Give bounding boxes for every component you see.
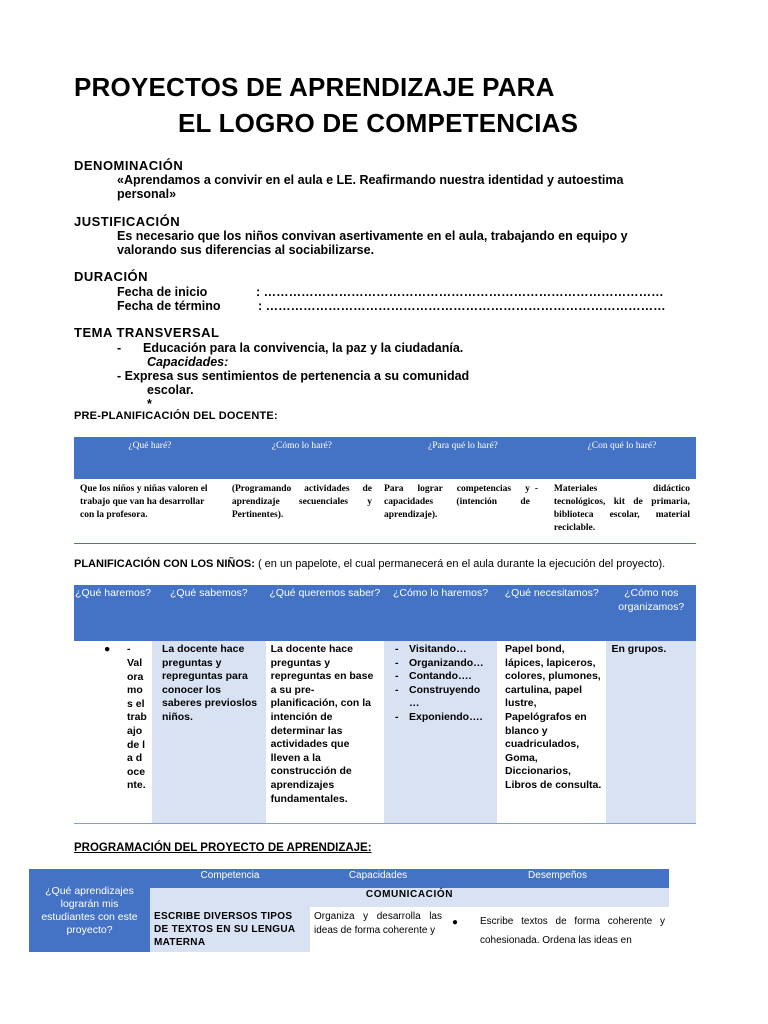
programacion-header-competencia: Competencia	[150, 869, 310, 888]
plan-cell-5: Papel bond, lápices, lapiceros, colores, plumones, cartulina, papel lustre, Papelógrafos en blanco y cuadriculados, Goma, Diccionarios, Libros de consulta.	[497, 641, 606, 823]
preplan-cell-4	[534, 479, 696, 543]
preplan-cell-4-text: Materiales didáctico tecnológicos, kit de primaria, biblioteca escolar, material reciclable.	[553, 484, 690, 533]
tema-star: *	[147, 397, 152, 411]
plan-header-3: ¿Qué queremos saber?	[269, 587, 381, 599]
duracion-label: DURACIÓN	[74, 269, 149, 284]
preplan-header-2: ¿Cómo lo haré?	[271, 441, 332, 451]
justificacion-label: JUSTIFICACIÓN	[74, 214, 181, 229]
preplan-header-1: ¿Qué haré?	[128, 441, 172, 451]
plan-cell-4-item-2: - Organizando…	[389, 657, 492, 671]
plan-cell-4	[384, 641, 497, 823]
plan-cell-6: En grupos.	[606, 641, 696, 823]
tema-label: TEMA TRANSVERSAL	[74, 325, 220, 340]
plan-cell-3: La docente hace preguntas y repreguntas en base a su pre-planificación, con la intención de determinar las actividades que lleven a la construcción de aprendizajes fundamentales.	[266, 641, 384, 823]
justificacion-text: Es necesario que los niños convivan asertivamente en el aula, trabajando en equipo y valorando sus diferencias al sociabilizarse.	[117, 229, 628, 257]
fecha-termino-value: : ……………………………………………………………………………………	[258, 299, 666, 313]
fecha-inicio-value: : ……………………………………………………………………………………	[256, 285, 664, 299]
programacion-table	[29, 869, 669, 952]
plan-header-1: ¿Qué haremos?	[75, 587, 151, 599]
fecha-inicio-label: Fecha de inicio	[117, 285, 208, 299]
plan-header-4: ¿Cómo lo haremos?	[392, 587, 489, 599]
preplan-cell-3: Para lograr competencias y capacidades (intención de aprendizaje).	[378, 479, 548, 543]
programacion-header-capacidades: Capacidades	[310, 869, 446, 888]
programacion-bullet: ●	[452, 917, 459, 928]
programacion-label: PROGRAMACIÓN DEL PROYECTO DE APRENDIZAJE:	[74, 842, 372, 854]
preplan-cell-4-dash: -	[534, 484, 539, 494]
plan-ninos-label-rest: ( en un papelote, el cual permanecerá en el aula durante la ejecución del proyecto).	[254, 558, 666, 570]
plan-cell-1-bullet: ●	[104, 643, 111, 655]
tema-item-2: - Expresa sus sentimientos de pertenencia a su comunidad	[117, 369, 470, 383]
plan-ninos-label-bold: PLANIFICACIÓN CON LOS NIÑOS:	[74, 558, 255, 570]
plan-cell-2: La docente hace preguntas y repreguntas para conocer los saberes previoslos niños.	[152, 641, 266, 823]
preplan-cell-1: Que los niños y niñas valoren el trabajo que van ha desarrollar con la profesora.	[74, 479, 226, 543]
fecha-termino-label: Fecha de término	[117, 299, 221, 313]
plan-cell-4-item-4: - Construyendo …	[389, 684, 492, 711]
preplan-label: PRE-PLANIFICACIÓN DEL DOCENTE:	[74, 410, 278, 422]
programacion-left-header: ¿Qué aprendizajes lograrán mis estudiantes con este proyecto?	[29, 869, 150, 952]
preplan-cell-2: (Programando actividades de aprendizaje secuenciales y Pertinentes).	[226, 479, 378, 543]
tema-dash-1: -	[117, 341, 122, 355]
tema-item-1: Educación para la convivencia, la paz y la ciudadanía.	[143, 341, 464, 355]
programacion-area: COMUNICACIÓN	[150, 888, 669, 907]
preplan-table	[74, 437, 696, 544]
plan-cell-4-item-3: - Contando….	[389, 670, 492, 684]
plan-header-2: ¿Qué sabemos?	[170, 587, 248, 599]
plan-cell-4-item-1: - Visitando…	[389, 643, 492, 657]
programacion-header-desempenos: Desempeños	[446, 869, 669, 888]
capacidades-label: Capacidades:	[147, 355, 229, 369]
denominacion-label: DENOMINACIÓN	[74, 158, 184, 173]
tema-item-2-cont: escolar.	[147, 383, 194, 397]
page-title-line-2: EL LOGRO DE COMPETENCIAS	[178, 108, 579, 138]
plan-cell-1-text: Valoramos el trabajo de la docente.	[127, 657, 147, 792]
plan-ninos-table	[74, 585, 696, 824]
programacion-desempeno-cell	[446, 907, 669, 952]
denominacion-text: «Aprendamos a convivir en el aula e LE. Reafirmando nuestra identidad y autoestima personal»	[117, 173, 624, 201]
programacion-competencia: ESCRIBE DIVERSOS TIPOS DE TEXTOS EN SU LENGUA MATERNA	[150, 907, 310, 952]
plan-cell-1	[74, 641, 152, 823]
programacion-capacidad: Organiza y desarrolla las ideas de forma coherente y	[314, 911, 442, 936]
plan-header-5: ¿Qué necesitamos?	[504, 587, 599, 599]
plan-cell-1-dash: -	[127, 643, 131, 655]
plan-ninos-label	[74, 558, 665, 570]
plan-cell-4-item-5: - Exponiendo….	[389, 711, 492, 725]
programacion-desempeno: Escribe textos de forma coherente y cohesionada. Ordena las ideas en	[480, 916, 665, 946]
preplan-header-4: ¿Con qué lo haré?	[587, 441, 657, 451]
plan-header-6: ¿Cómo nos organizamos?	[618, 587, 685, 613]
page-title-line-1: PROYECTOS DE APRENDIZAJE PARA	[74, 72, 555, 102]
preplan-header-3: ¿Para qué lo haré?	[427, 441, 498, 451]
